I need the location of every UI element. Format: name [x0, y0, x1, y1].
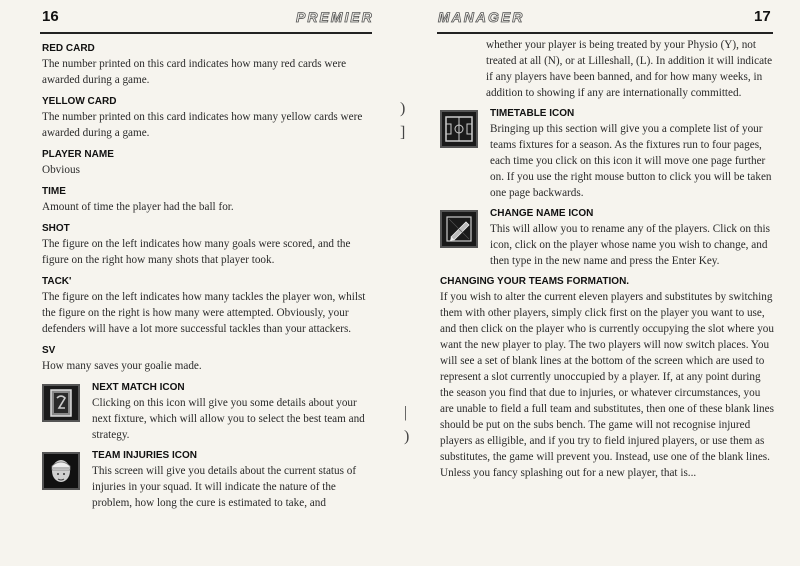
- header-title-left: PREMIER: [296, 9, 374, 25]
- section-heading: CHANGING YOUR TEAMS FORMATION.: [440, 276, 630, 287]
- section-timetable: [440, 107, 776, 201]
- header-rule-left: [40, 32, 372, 34]
- section-text: The number printed on this card indicates how many yellow cards were awarded during a game.: [42, 111, 363, 139]
- section-saves: [42, 344, 377, 374]
- next-match-icon: [42, 384, 80, 422]
- section-heading: YELLOW CARD: [42, 96, 117, 107]
- section-next-match: [42, 381, 377, 443]
- header-rule-right: [437, 32, 773, 34]
- right-page-number: 17: [754, 8, 771, 25]
- section-player-name: [42, 148, 377, 178]
- section-text: This will allow you to rename any of the players. Click on this icon, click on the player whose name you wish to change, and then type in the new name and press the Enter Key.: [490, 223, 770, 267]
- section-text: How many saves your goalie made.: [42, 360, 202, 372]
- section-text: Clicking on this icon will give you some details about your next fixture, which will allow you to select the best team and strategy.: [92, 397, 365, 441]
- section-tackles: [42, 275, 377, 337]
- team-injuries-icon: [42, 452, 80, 490]
- continuation-text: whether your player is being treated by your Physio (Y), not treated at all (N), or at Lilleshall, (L). In addition it will indicate if any players have been banned, and for how many weeks, in addition to showing if any are internationally committed.: [486, 39, 773, 99]
- section-text: Amount of time the player had the ball for.: [42, 201, 234, 213]
- section-heading: NEXT MATCH ICON: [92, 382, 185, 393]
- section-text: Bringing up this section will give you a complete list of your teams fixtures for a season. As the fixtures run to four pages, each time you click on this icon it will move one page further on. If you use the right mouse button to click you will be taken one page backwards.: [490, 123, 772, 199]
- section-heading: TIME: [42, 186, 66, 197]
- section-change-name: [440, 207, 776, 269]
- change-name-icon: [440, 210, 478, 248]
- section-red-card: [42, 42, 377, 88]
- section-heading: CHANGE NAME ICON: [490, 208, 594, 219]
- section-time: [42, 185, 377, 215]
- left-column: [42, 42, 377, 517]
- left-page-number: 16: [42, 8, 59, 25]
- section-shot: [42, 222, 377, 268]
- section-heading: TEAM INJURIES ICON: [92, 450, 198, 461]
- section-text: Obvious: [42, 164, 80, 176]
- section-yellow-card: [42, 95, 377, 141]
- section-text: This screen will give you details about the current status of injuries in your squad. It will indicate the nature of the problem, how long the cure is estimated to take, and: [92, 465, 357, 509]
- section-heading: SHOT: [42, 223, 70, 234]
- section-text: If you wish to alter the current eleven players and substitutes by switching them with other players, simply click first on the player you want to use, and then click on the player who is currently occupying the slot where you want the new player to play. The two players will now switch places. You will see a set of blank lines at the bottom of the screen which are used to represent a slot currently unoccupied by a player. If, at any point during the season you find that due to injuries, or whatever circumstances, you are unable to field a full team and substitutes, then one of these blank lines should be put on the subs bench. The game will not recognise injured players as elligible, and if you try to field injured players, or use them as substitutes, the game will prevent you. Instead, use one of the blank lines. Unless you fancy splashing out for a new player, that is...: [440, 291, 774, 479]
- header-title-right: MANAGER: [438, 9, 525, 25]
- section-formation: [440, 275, 776, 481]
- section-text: The figure on the left indicates how many tackles the player won, whilst the figure on the right is how many were attempted. Obviously, your defenders will have a lot more successful tackles than your attackers.: [42, 291, 366, 335]
- gutter-mark: ]: [400, 124, 406, 141]
- section-text: The number printed on this card indicates how many red cards were awarded during a game.: [42, 58, 347, 86]
- section-team-injuries: [42, 449, 377, 511]
- section-heading: TIMETABLE ICON: [490, 108, 575, 119]
- timetable-icon: [440, 110, 478, 148]
- section-text: The figure on the left indicates how many goals were scored, and the figure on the right how many shots that player took.: [42, 238, 351, 266]
- gutter-mark: |: [404, 404, 408, 421]
- section-heading: RED CARD: [42, 43, 95, 54]
- gutter-mark: ): [400, 100, 406, 117]
- section-heading: SV: [42, 345, 56, 356]
- section-heading: TACK': [42, 276, 72, 287]
- right-column: [440, 37, 776, 488]
- section-heading: PLAYER NAME: [42, 149, 114, 160]
- gutter-mark: ): [404, 428, 410, 445]
